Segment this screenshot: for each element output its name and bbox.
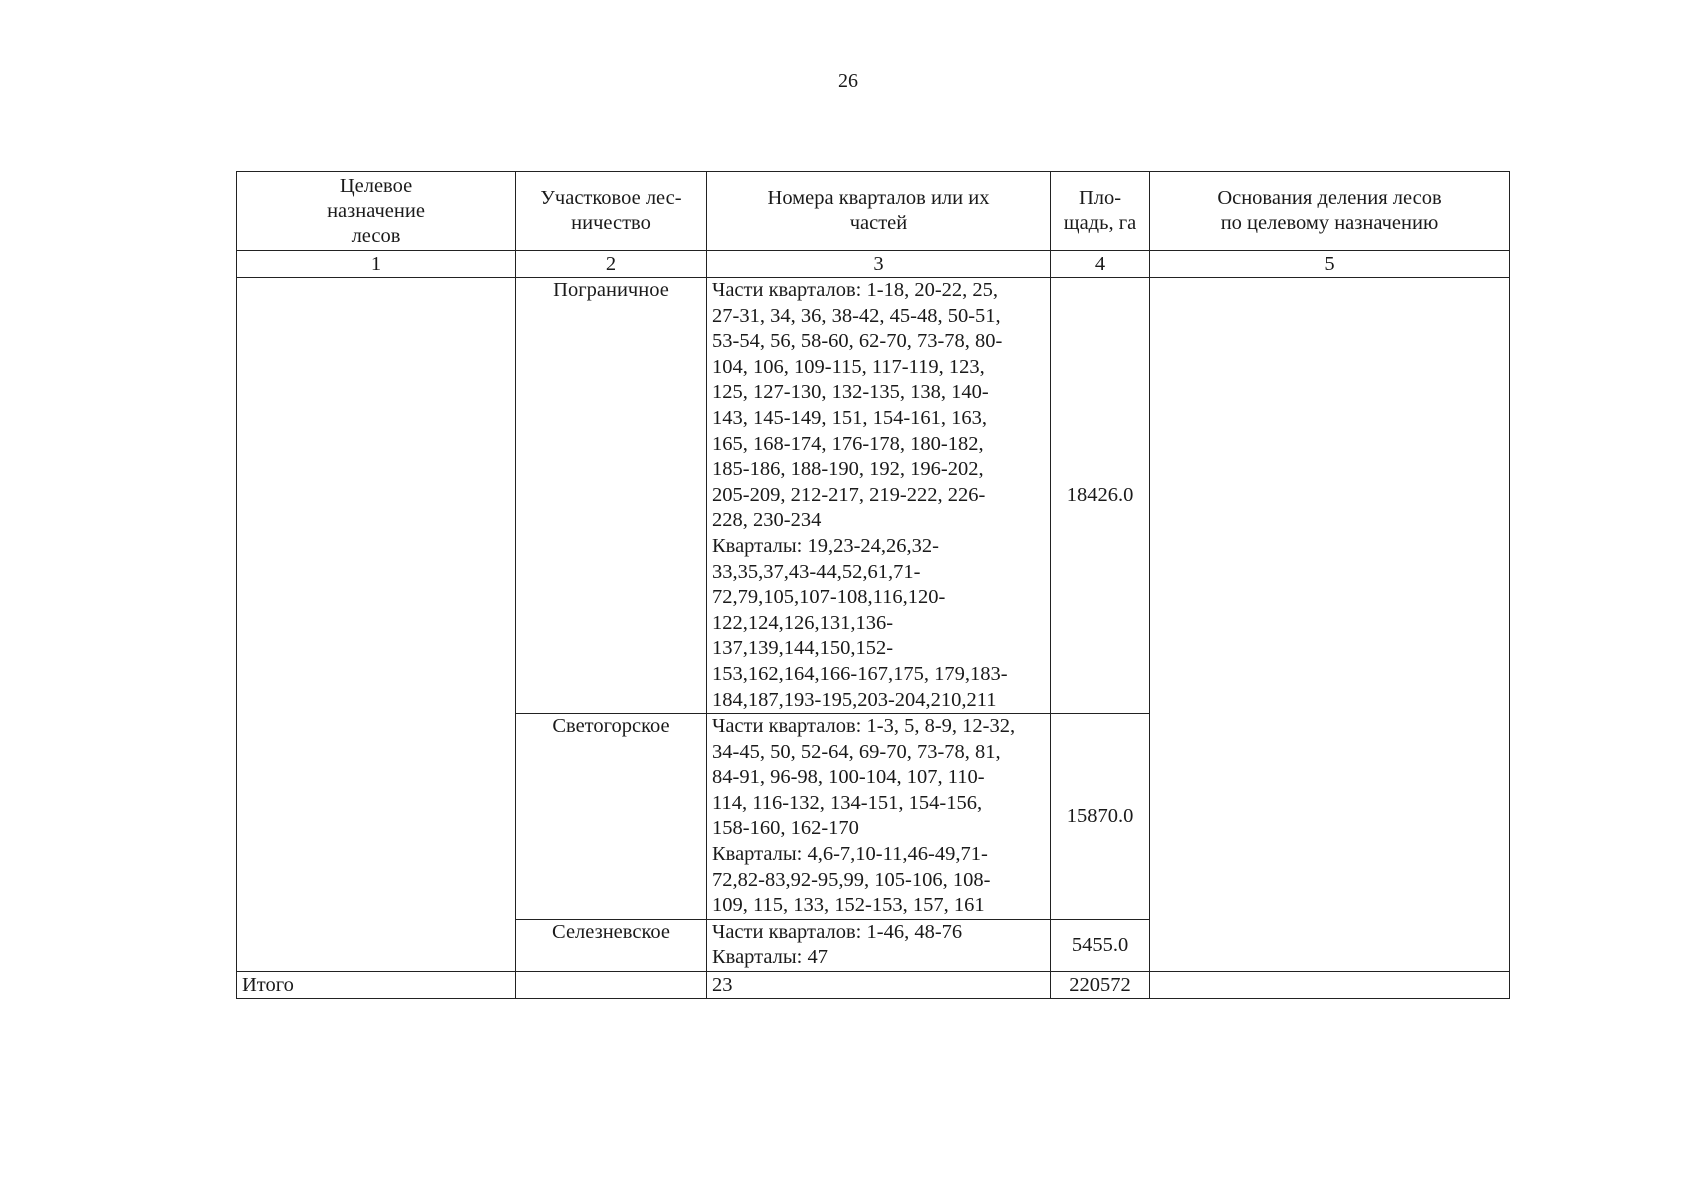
total-quarters: 23 <box>707 972 1051 999</box>
column-number: 3 <box>707 251 1051 278</box>
forestry-name: Селезневское <box>516 919 707 971</box>
total-forestry <box>516 972 707 999</box>
column-number-row <box>237 251 1510 278</box>
quarter-numbers: Части кварталов: 1-18, 20-22, 25, 27-31, 34, 36, 38-42, 45-48, 50-51, 53-54, 56, 58-60, 62-70, 73-78, 80- 104, 106, 109-115, 117-119, 123, 125, 127-130, 132-135, 138, 140- 143, 145-149, 151, 154-161, 163, 165, 168-174, 176-178, 180-182, 185-186, 188-190, 192, 196-202, 205-209, 212-217, 219-222, 226- 228, 230-234 Кварталы: 19,23-24,26,32- 33,35,37,43-44,52,61,71- 72,79,105,107-108,116,120- 122,124,126,131,136- 137,139,144,150,152- 153,162,164,166-167,175, 179,183- 184,187,193-195,203-204,210,211 <box>707 278 1051 714</box>
area-value: 5455.0 <box>1051 919 1150 971</box>
header-row <box>237 172 1510 251</box>
forestry-name: Светогорское <box>516 714 707 920</box>
forestry-name: Пограничное <box>516 278 707 714</box>
basis-cell <box>1150 278 1510 972</box>
forest-purpose-table <box>236 171 1510 999</box>
header-basis: Основания деления лесов по целевому назначению <box>1150 172 1510 251</box>
total-area: 220572 <box>1051 972 1150 999</box>
quarter-numbers: Части кварталов: 1-3, 5, 8-9, 12-32, 34-45, 50, 52-64, 69-70, 73-78, 81, 84-91, 96-98, 100-104, 107, 110- 114, 116-132, 134-151, 154-156, 158-160, 162-170 Кварталы: 4,6-7,10-11,46-49,71- 72,82-83,92-95,99, 105-106, 108- 109, 115, 133, 152-153, 157, 161 <box>707 714 1051 920</box>
quarter-numbers: Части кварталов: 1-46, 48-76 Кварталы: 47 <box>707 919 1051 971</box>
page-number: 26 <box>838 70 858 92</box>
total-basis <box>1150 972 1510 999</box>
header-quarters: Номера кварталов или их частей <box>707 172 1051 251</box>
header-area: Пло- щадь, га <box>1051 172 1150 251</box>
column-number: 1 <box>237 251 516 278</box>
purpose-cell <box>237 278 516 972</box>
column-number: 4 <box>1051 251 1150 278</box>
column-number: 2 <box>516 251 707 278</box>
table-row <box>237 278 1510 714</box>
total-row <box>237 972 1510 999</box>
column-number: 5 <box>1150 251 1510 278</box>
total-label: Итого <box>237 972 516 999</box>
area-value: 18426.0 <box>1051 278 1150 714</box>
header-forestry: Участковое лес- ничество <box>516 172 707 251</box>
header-purpose: Целевое назначение лесов <box>237 172 516 251</box>
area-value: 15870.0 <box>1051 714 1150 920</box>
